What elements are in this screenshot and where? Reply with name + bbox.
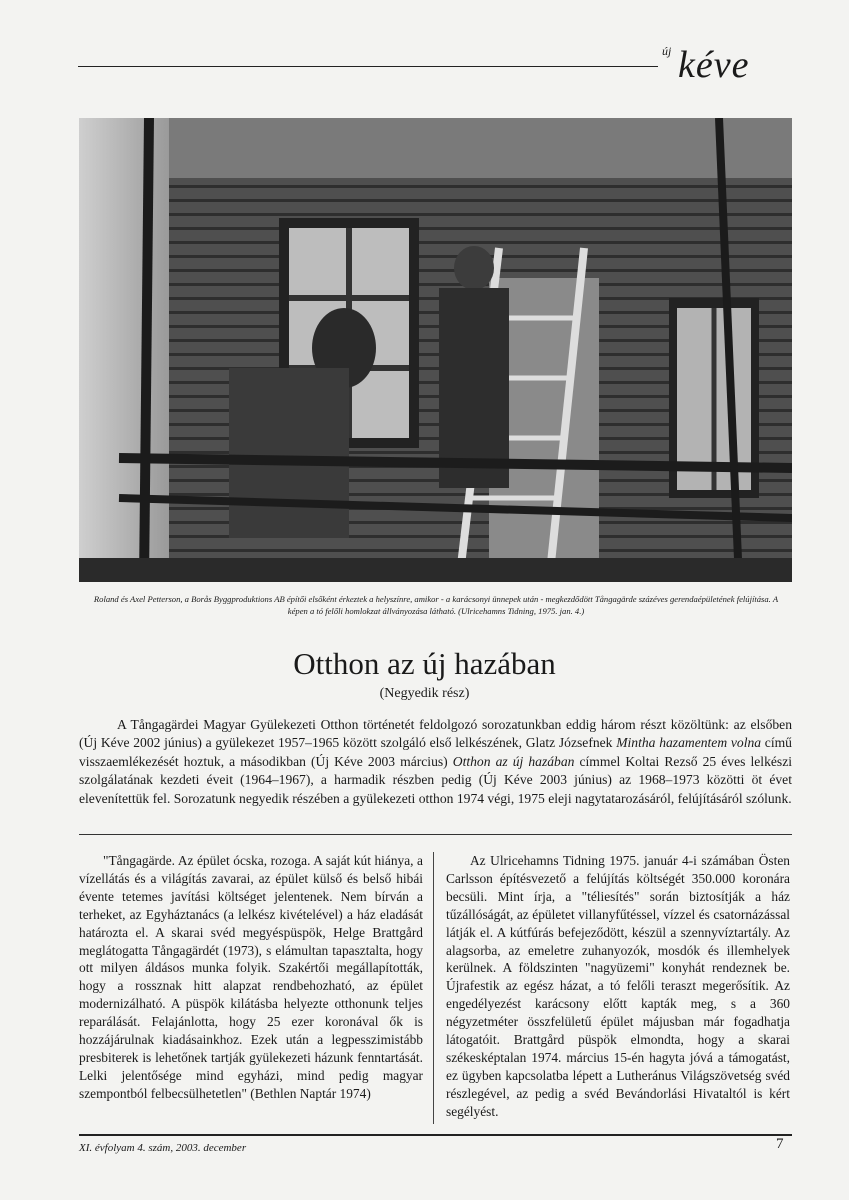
- article-photo: [79, 118, 792, 582]
- article-subtitle: (Negyedik rész): [379, 686, 470, 701]
- masthead-title: kéve: [678, 44, 750, 86]
- masthead-logo: [662, 44, 792, 84]
- header-rule: [78, 66, 658, 67]
- intro-text-3: címmel Koltai Rezső 25 éves lelkészi szolgálatának kezdeti éveit (1964–1967), a harmadik részben pedig (Új Kéve 2003 június) az 1968–1973 közötti öt évet elevenítettük fel. Sorozatunk negyedik részében a gyülekezeti otthon 1974 végi, 1975 eleji nagytatarozásáról, felújításáról szólunk.: [79, 753, 793, 806]
- intro-italic-2: Otthon az új hazában: [452, 753, 575, 769]
- issue-info: XI. évfolyam 4. szám, 2003. december: [79, 1142, 247, 1154]
- photo-image: [79, 118, 792, 582]
- intro-text-2: című visszaemlékezését hoztuk, a másodikban (Új Kéve 2003 március): [79, 735, 792, 769]
- intro-italic-1: Mintha hazamentem volna: [616, 735, 762, 751]
- page-number: 7: [776, 1136, 784, 1152]
- footer-rule: [79, 1134, 792, 1136]
- section-rule: [79, 834, 792, 835]
- left-column-text: "Tångagärde. Az épület ócska, rozoga. A saját kút hiánya, a vízellátás és a világítás zavarai, az épület külső és belső hibái évente tetemes javítási költséget jelentenek. Nem bírván a terheket, az Egyháztanács (a lelkész kivételével) a ház eladását határozta el. A skarai svéd megyéspüspök, Helge Brattgård meglátogatta Tångagärdét (1973), s elámultan tapasztalta, hogy ott milyen áldásos munka folyik. Szakértői megállapították, hogy a rossznak hitt alapzat rendbehozható, az épület modernizálható. A püspök kilátásba helyezte otthonunk teljes reparálását. Felajánlotta, hogy 25 ezer koronával ők is hozzájárulnak kiadásainkhoz. Ezek után a legpesszimistább presbiterek is lehetőnek tartják gyülekezeti házunk fenntartását. Lelki jelentősége mind egyházi, mind pedig magyar szempontból felbecsülhetetlen" (Bethlen Naptár 1974): [79, 853, 423, 1101]
- article-intro: [79, 716, 792, 808]
- masthead-small: új: [662, 44, 672, 58]
- intro-text-1: A Tångagärdei Magyar Gyülekezeti Otthon történetét feldolgozó sorozatunkban eddig három részt közöltünk: az elsőben (Új Kéve 2002 június) a gyülekezet 1957–1965 között szolgáló első lelkészének, Glatz Józsefnek: [79, 717, 792, 751]
- column-divider: [433, 852, 434, 1124]
- right-column-text: Az Ulricehamns Tidning 1975. január 4-i számában Östen Carlsson építésvezető a felújítás költségét 350.000 koronára becsüli. Mint írja, a "téliesítés" során biztosítják a ház tűzállóságát, az épületet villanyfűtéssel, vízzel és csatornázással látják el. A kútfúrás befejeződött, készül a szennyvíztartály. Az alagsorba, az emeletre zuhanyozók, mosdók és illemhelyek kerülnek. A földszinten "nagyüzemi" konyhát rendeznek be. Újrafestik az egész házat, a tó felőli teraszt megerősítik. Az engedélyezést karácsony előtt kapták meg, s a 360 négyzetméter összfelületű épület májusban már fogadhatja látogatóit. Brattgård püspök elmondta, hogy a skarai székesképtalan 1974. március 15-én hagyta jóvá a támogatást, ez ügyben kapcsolatba lépett a Lutheránus Világszövetség svéd részlegével, az pedig a svéd Bevándorlási Hivataltól is kért segélyést.: [446, 853, 790, 1119]
- article-title: Otthon az új hazában: [293, 646, 556, 681]
- photo-caption: Roland és Axel Petterson, a Borås Byggproduktions AB építői elsőként érkeztek a helyszínre, amikor - a karácsonyi ünnepek után - megkezdődött Tångagärde százéves gerendaépületének felújítása. A képen a tó felőli homlokzat állványozása látható. (Ulricehamns Tidning, 1975. jan. 4.): [93, 594, 779, 616]
